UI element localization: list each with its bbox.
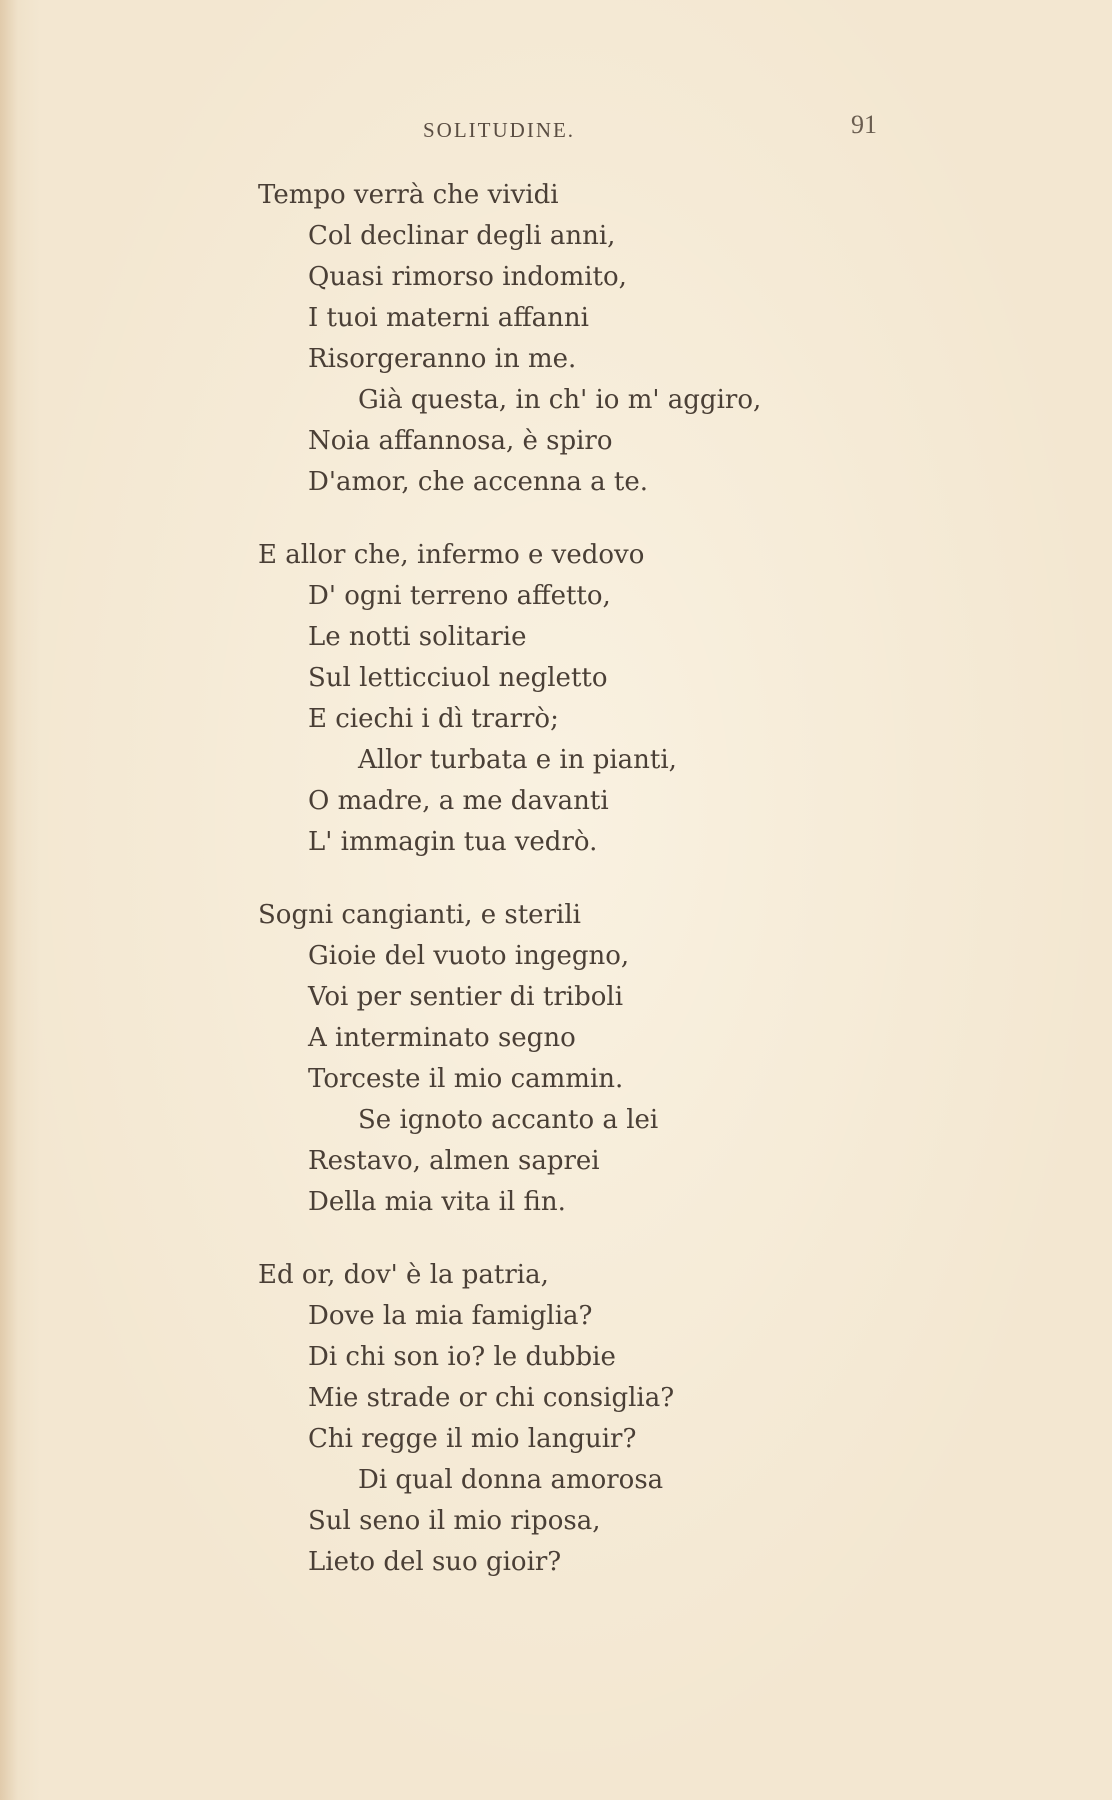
verse-line: Dove la mia famiglia? bbox=[308, 1301, 593, 1331]
verse-line: Restavo, almen saprei bbox=[308, 1146, 600, 1176]
verse-line: Ed or, dov' è la patria, bbox=[258, 1260, 549, 1290]
verse-line: Già questa, in ch' io m' aggiro, bbox=[358, 385, 762, 415]
stanza-1 bbox=[258, 175, 898, 503]
verse-line: Chi regge il mio languir? bbox=[308, 1424, 637, 1454]
verse-line: Sul seno il mio riposa, bbox=[308, 1506, 601, 1536]
verse-line: Sul letticciuol negletto bbox=[308, 663, 608, 693]
verse-line: Mie strade or chi consiglia? bbox=[308, 1383, 675, 1413]
page-number: 91 bbox=[851, 110, 877, 139]
verse-line: D' ogni terreno affetto, bbox=[308, 581, 611, 611]
running-title: SOLITUDINE. bbox=[423, 118, 576, 142]
verse-line: Di chi son io? le dubbie bbox=[308, 1342, 616, 1372]
stanza-2 bbox=[258, 535, 898, 863]
verse-line: Gioie del vuoto ingegno, bbox=[308, 941, 630, 971]
verse-line: A interminato segno bbox=[308, 1023, 576, 1053]
verse-line: Allor turbata e in pianti, bbox=[358, 745, 677, 775]
verse-line: Le notti solitarie bbox=[308, 622, 527, 652]
verse-line: Della mia vita il fin. bbox=[308, 1187, 566, 1217]
verse-line: Risorgeranno in me. bbox=[308, 344, 577, 374]
poem-body bbox=[258, 175, 898, 1615]
verse-line: Se ignoto accanto a lei bbox=[358, 1105, 659, 1135]
verse-line: O madre, a me davanti bbox=[308, 786, 609, 816]
verse-line: E ciechi i dì trarrò; bbox=[308, 704, 559, 734]
stanza-3 bbox=[258, 895, 898, 1223]
verse-line: Voi per sentier di triboli bbox=[308, 982, 624, 1012]
verse-line: I tuoi materni affanni bbox=[308, 303, 589, 333]
stanza-4 bbox=[258, 1255, 898, 1583]
verse-line: Noia affannosa, è spiro bbox=[308, 426, 613, 456]
verse-line: Tempo verrà che vividi bbox=[258, 180, 559, 210]
verse-line: Torceste il mio cammin. bbox=[308, 1064, 624, 1094]
verse-line: Sogni cangianti, e sterili bbox=[258, 900, 581, 930]
verse-line: Col declinar degli anni, bbox=[308, 221, 616, 251]
verse-line: E allor che, infermo e vedovo bbox=[258, 540, 645, 570]
verse-line: Di qual donna amorosa bbox=[358, 1465, 664, 1495]
verse-line: L' immagin tua vedrò. bbox=[308, 827, 598, 857]
verse-line: Quasi rimorso indomito, bbox=[308, 262, 627, 292]
verse-line: D'amor, che accenna a te. bbox=[308, 467, 648, 497]
verse-line: Lieto del suo gioir? bbox=[308, 1547, 562, 1577]
